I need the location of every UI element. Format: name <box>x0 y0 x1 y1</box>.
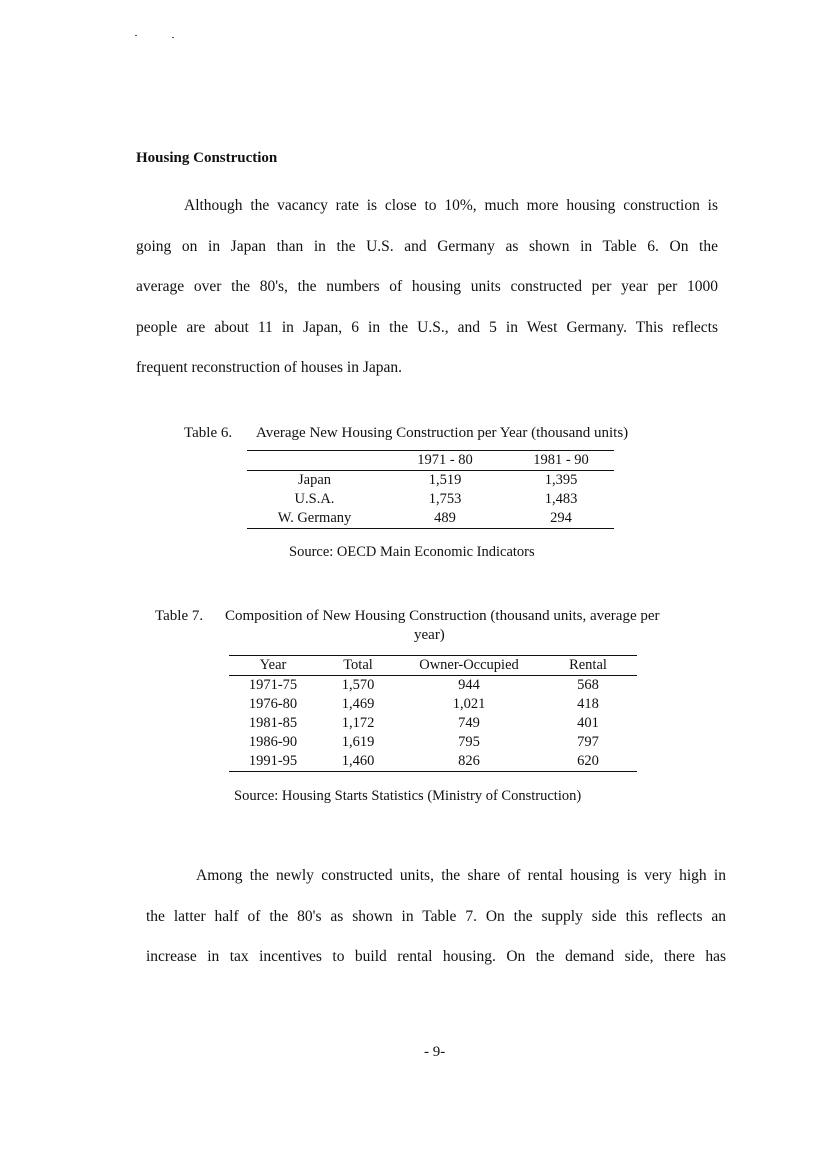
table-row <box>247 490 614 509</box>
table-header-cell: Rental <box>569 657 607 673</box>
table-row <box>229 714 637 733</box>
table6-source: Source: OECD Main Economic Indicators <box>289 544 535 560</box>
table-cell: 1981-85 <box>248 715 298 731</box>
paragraph-line: increase in tax incentives to build rental housing. On the demand side, there has <box>146 948 726 965</box>
table-header-cell: 1981 - 90 <box>533 452 589 468</box>
table-cell: 1,483 <box>544 491 578 507</box>
table-header-cell: Total <box>343 657 373 673</box>
table-cell: Japan <box>297 472 331 488</box>
table-cell: U.S.A. <box>294 491 335 507</box>
table-row <box>229 695 637 714</box>
table-row <box>229 752 637 772</box>
page-number: - 9- <box>424 1044 446 1060</box>
table-cell: 1,753 <box>428 491 462 507</box>
paragraph-line: going on in Japan than in the U.S. and Germany as shown in Table 6. On the <box>136 237 718 255</box>
table-cell: 1971-75 <box>248 677 298 693</box>
table-cell: 294 <box>550 510 572 526</box>
table-header-cell: Year <box>259 657 287 673</box>
table-cell: 826 <box>458 753 480 769</box>
table-cell: 1976-80 <box>248 696 298 712</box>
table-cell: 620 <box>577 753 599 769</box>
paragraph-line: frequent reconstruction of houses in Japan. <box>136 359 403 376</box>
scan-speck <box>135 35 137 36</box>
table-cell: 568 <box>577 677 599 693</box>
section-heading: Housing Construction <box>136 150 278 166</box>
table-row <box>229 676 637 696</box>
table-header-cell: Owner-Occupied <box>419 657 519 673</box>
paragraph-2 <box>146 856 726 978</box>
table7 <box>229 655 637 772</box>
table7-title: Composition of New Housing Construction (thousand units, average per <box>225 608 660 624</box>
table-cell: 1,021 <box>452 696 486 712</box>
table-cell: 1,460 <box>341 753 375 769</box>
table7-source: Source: Housing Starts Statistics (Ministry of Construction) <box>234 788 582 804</box>
table-cell: 795 <box>458 734 480 750</box>
table-row <box>229 733 637 752</box>
table-row <box>247 471 614 491</box>
table6-caption <box>184 425 628 442</box>
table7-title-continued: year) <box>414 627 445 643</box>
table-cell: 797 <box>577 734 599 750</box>
paragraph-line: people are about 11 in Japan, 6 in the U.S., and 5 in West Germany. This reflects <box>136 318 718 336</box>
table-cell: W. Germany <box>277 510 352 526</box>
table-header-cell: 1971 - 80 <box>417 452 473 468</box>
table-cell: 401 <box>577 715 599 731</box>
table-cell: 1,395 <box>544 472 578 488</box>
paragraph-line: average over the 80's, the numbers of housing units constructed per year per 1000 <box>136 278 718 295</box>
table-cell: 1,619 <box>341 734 375 750</box>
table-cell: 418 <box>577 696 599 712</box>
table6 <box>247 450 614 529</box>
table-header-row <box>229 656 637 676</box>
paragraph-line: Among the newly constructed units, the share of rental housing is very high in <box>196 867 726 884</box>
table6-title: Average New Housing Construction per Year (thousand units) <box>256 425 629 441</box>
table-cell: 489 <box>434 510 456 526</box>
table6-label: Table 6. <box>184 425 233 441</box>
table-cell: 944 <box>458 677 480 693</box>
paragraph-1 <box>136 186 718 389</box>
table7-caption <box>155 608 660 625</box>
table-header-row <box>247 451 614 471</box>
table7-label: Table 7. <box>155 608 204 624</box>
paragraph-line: the latter half of the 80's as shown in Table 7. On the supply side this reflects an <box>146 907 726 925</box>
table-cell: 1,469 <box>341 696 375 712</box>
table-cell: 1991-95 <box>248 753 298 769</box>
table-cell: 1,570 <box>341 677 375 693</box>
scan-speck <box>172 37 174 38</box>
table-cell: 1986-90 <box>248 734 298 750</box>
table-cell: 1,172 <box>341 715 375 731</box>
table-row <box>247 509 614 529</box>
paragraph-line: Although the vacancy rate is close to 10%, much more housing construction is <box>184 197 718 214</box>
table-cell: 749 <box>458 715 480 731</box>
table-header-cell <box>247 451 382 471</box>
table-cell: 1,519 <box>428 472 462 488</box>
